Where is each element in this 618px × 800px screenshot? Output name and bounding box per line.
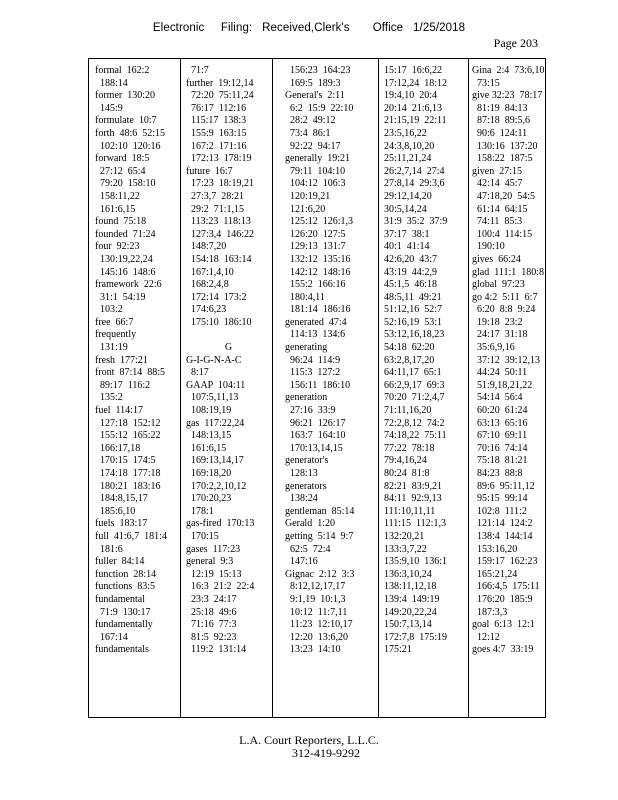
- index-entry: 61:14 64:15: [472, 203, 528, 215]
- index-entry: fuller 84:14: [95, 556, 145, 568]
- index-entry: 115:3 127:2: [285, 367, 341, 379]
- index-entry: 156:23 164:23: [285, 65, 351, 76]
- index-entry: 27:12 65:4: [95, 165, 146, 177]
- index-entry: 167:1,4,10: [186, 266, 234, 278]
- index-entry: 72:20 75:11,24: [186, 90, 254, 102]
- index-entry: fuel 114:17: [95, 405, 143, 417]
- index-column-4: [384, 65, 467, 713]
- index-entry: glad 111:1 180:8: [472, 266, 545, 278]
- index-entry: 96:24 114:9: [285, 354, 341, 366]
- index-column-5: [472, 65, 546, 713]
- index-entry: 75:18 81:21: [472, 455, 528, 467]
- index-entry: free 66:7: [95, 316, 134, 328]
- page-number: Page 203: [493, 36, 538, 50]
- index-entry: 138:11,12,18: [384, 581, 437, 593]
- index-entry: 128:13: [285, 468, 318, 479]
- index-entry: 76:17 112:16: [186, 102, 247, 114]
- index-entry: 81:19 84:13: [472, 102, 528, 114]
- index-entry: 155:2 166:16: [285, 279, 346, 291]
- index-entry: 70:20 71:2,4,7: [384, 392, 445, 404]
- footer: [0, 734, 618, 760]
- index-entry: frequently: [95, 329, 137, 341]
- index-entry: 21:15,19 22:11: [384, 115, 447, 127]
- index-entry: 42:14 45:7: [472, 178, 523, 190]
- index-entry: 25:18 49:6: [186, 606, 237, 618]
- index-entry: front 87:14 88:5: [95, 367, 165, 379]
- index-entry: 174:6,23: [186, 304, 227, 316]
- index-entry: 185:6,10: [95, 505, 136, 517]
- index-entry: 132:20,21: [384, 530, 425, 542]
- index-entry: gases 117:23: [186, 543, 241, 555]
- index-entry: global 97:23: [472, 279, 525, 291]
- reporter-phone: 312-419-9292: [292, 746, 360, 760]
- index-entry: G-I-G-N-A-C: [186, 354, 242, 366]
- index-entry: 148:13,15: [186, 430, 232, 442]
- index-entry: 111:10,11,11: [384, 505, 436, 517]
- index-entry: 138:24: [285, 493, 318, 505]
- index-entry: 15:17 16:6,22: [384, 65, 443, 76]
- index-entry: generation: [285, 392, 328, 404]
- index-entry: future 16:7: [186, 165, 233, 177]
- index-entry: 172:13 178:19: [186, 153, 252, 165]
- index-entry: 87:18 89:5,6: [472, 115, 531, 127]
- index-entry: 89:17 116:2: [95, 379, 151, 391]
- index-entry: 29:2 71:1,15: [186, 203, 245, 215]
- index-entry: gentleman 85:14: [285, 505, 355, 517]
- index-entry: 107:5,11,13: [186, 392, 239, 404]
- index-entry: generally 19:21: [285, 153, 350, 165]
- index-entry: generated 47:4: [285, 316, 347, 328]
- index-entry: 130:16 137:20: [472, 140, 538, 152]
- index-entry: forth 48:6 52:15: [95, 127, 165, 139]
- index-entry: 133:3,7,22: [384, 543, 427, 555]
- index-entry: 63:13 65:16: [472, 417, 528, 429]
- index-entry: 52:16,19 53:1: [384, 316, 443, 328]
- index-entry: 127:18 152:12: [95, 417, 161, 429]
- index-entry: founded 71:24: [95, 228, 156, 240]
- index-entry: 8:17: [186, 367, 209, 379]
- index-entry: 79:11 104:10: [285, 165, 346, 177]
- index-entry: 37:17 38:1: [384, 228, 430, 240]
- index-entry: 148:7,20: [186, 241, 227, 253]
- index-entry: generating: [285, 342, 328, 354]
- index-entry: 180:21 183:16: [95, 480, 161, 492]
- index-entry: 37:12 39:12,13: [472, 354, 541, 366]
- index-entry: 145:9: [95, 102, 123, 114]
- index-entry: 31:9 35:2 37:9: [384, 216, 448, 228]
- index-entry: 23:5,16,22: [384, 127, 427, 139]
- index-entry: 170:20,23: [186, 493, 232, 505]
- index-entry: 13:23 14:10: [285, 644, 341, 656]
- index-entry: 53:12,16,18,23: [384, 329, 445, 341]
- index-entry: 135:9,10 136:1: [384, 556, 448, 568]
- index-entry: 12:20 13:6,20: [285, 631, 349, 643]
- index-entry: 102:8 111:2: [472, 505, 527, 517]
- index-entry: 172:7,8 175:19: [384, 631, 448, 643]
- index-entry: 25:11,21,24: [384, 153, 432, 165]
- index-entry: 17:23 18:19,21: [186, 178, 255, 190]
- index-entry: 129:13 131:7: [285, 241, 346, 253]
- index-entry: 161:6,15: [186, 442, 227, 454]
- index-entry: 48:5,11 49:21: [384, 291, 442, 303]
- index-entry: 79:20 158:10: [95, 178, 156, 190]
- index-entry: formulate 10:7: [95, 115, 157, 127]
- index-entry: 20:14 21:6,13: [384, 102, 443, 114]
- index-entry: Gignac 2:12 3:3: [285, 568, 355, 580]
- index-entry: 28:2 49:12: [285, 115, 336, 127]
- index-entry: 115:17 138:3: [186, 115, 247, 127]
- index-entry: 155:9 163:15: [186, 127, 247, 139]
- index-entry: 127:3,4 146:22: [186, 228, 255, 240]
- index-entry: 184:8,15,17: [95, 493, 148, 505]
- index-column-1: [95, 65, 179, 713]
- index-entry: 161:6,15: [95, 203, 136, 215]
- blank-line: [186, 329, 271, 342]
- index-entry: 111:15 112:1,3: [384, 518, 446, 530]
- index-entry: give 32:23 78:17: [472, 90, 543, 102]
- index-entry: 54:14 56:4: [472, 392, 523, 404]
- index-entry: 71:16 77:3: [186, 619, 237, 631]
- index-entry: 131:19: [95, 342, 128, 354]
- index-entry: 113:23 118:13: [186, 216, 251, 228]
- index-entry: 19:18 23:2: [472, 316, 523, 328]
- index-entry: fundamentally: [95, 619, 153, 631]
- index-entry: 24:3,8,10,20: [384, 140, 435, 152]
- index-entry: further 19:12,14: [186, 77, 254, 89]
- index-entry: 154:18 163:14: [186, 253, 252, 265]
- index-entry: 29:12,14,20: [384, 190, 432, 202]
- index-entry: 92:22 94:17: [285, 140, 341, 152]
- index-entry: 77:22 78:18: [384, 442, 435, 454]
- index-entry: GAAP 104:11: [186, 379, 246, 391]
- index-entry: 149:20,22,24: [384, 606, 437, 618]
- index-entry: 167:2 171:16: [186, 140, 247, 152]
- index-entry: 119:2 131:14: [186, 644, 247, 656]
- index-entry: 67:10 69:11: [472, 430, 528, 442]
- column-divider: [272, 59, 273, 717]
- index-entry: 6:20 8:8 9:24: [472, 304, 536, 316]
- index-entry: 139:4 149:19: [384, 593, 440, 605]
- index-entry: 175:21: [384, 644, 412, 656]
- index-entry: 188:14: [95, 77, 128, 89]
- index-entry: 165:21,24: [472, 568, 518, 580]
- index-entry: 174:18 177:18: [95, 468, 161, 479]
- index-entry: 17:12,24 18:12: [384, 77, 448, 89]
- index-entry: fundamentals: [95, 644, 149, 656]
- index-entry: 135:2: [95, 392, 123, 404]
- index-entry: 187:3,3: [472, 606, 508, 618]
- index-entry: 166:4,5 175:11: [472, 581, 540, 593]
- index-entry: 80:24 81:8: [384, 468, 430, 479]
- index-entry: 153:16,20: [472, 543, 518, 555]
- index-entry: 108:19,19: [186, 405, 232, 417]
- index-entry: 12:19 15:13: [186, 568, 242, 580]
- index-entry: 31:1 54:19: [95, 291, 146, 303]
- index-column-3: [285, 65, 377, 713]
- index-entry: four 92:23: [95, 241, 140, 253]
- index-entry: 63:2,8,17,20: [384, 354, 435, 366]
- index-entry: 147:16: [285, 556, 318, 568]
- index-entry: 130:19,22,24: [95, 253, 153, 265]
- index-entry: former 130:20: [95, 90, 155, 102]
- index-entry: formal 162:2: [95, 65, 150, 76]
- index-entry: 125:12 126:1,3: [285, 216, 354, 228]
- index-column-2: [186, 65, 271, 713]
- index-entry: 82:21 83:9,21: [384, 480, 443, 492]
- index-entry: 180:4,11: [285, 291, 325, 303]
- index-entry: Gerald 1:20: [285, 518, 335, 530]
- index-entry: 181:14 186:16: [285, 304, 351, 316]
- index-entry: 51:9,18,21,22: [472, 379, 533, 391]
- index-entry: General's 2:11: [285, 90, 345, 102]
- index-entry: 62:5 72:4: [285, 543, 331, 555]
- index-entry: 90:6 124:11: [472, 127, 528, 139]
- index-entry: fuels 183:17: [95, 518, 148, 530]
- index-entry: 71:7: [186, 65, 209, 76]
- index-entry: fresh 177:21: [95, 354, 148, 366]
- index-entry: 181:6: [95, 543, 123, 555]
- index-entry: 175:10 186:10: [186, 316, 252, 328]
- index-entry: 114:13 134:6: [285, 329, 346, 341]
- index-entry: 66:2,9,17 69:3: [384, 379, 445, 391]
- index-entry: 12:12: [472, 631, 500, 643]
- index-entry: 158:22 187:5: [472, 153, 533, 165]
- index-entry: 44:24 50:11: [472, 367, 528, 379]
- index-entry: 10:12 11:7,11: [285, 606, 348, 618]
- index-entry: 27:16 33:9: [285, 405, 336, 417]
- index-entry: goes 4:7 33:19: [472, 644, 534, 656]
- index-entry: 71:9 130:17: [95, 606, 151, 618]
- index-entry: 45:1,5 46:18: [384, 279, 438, 291]
- index-entry: 60:20 61:24: [472, 405, 528, 417]
- index-entry: 136:3,10,24: [384, 568, 432, 580]
- index-entry: 74:18,22 75:11: [384, 430, 447, 442]
- index-entry: given 27:15: [472, 165, 522, 177]
- index-entry: 170:2,2,10,12: [186, 480, 247, 492]
- index-entry: 126:20 127:5: [285, 228, 346, 240]
- index-entry: 178:1: [186, 505, 214, 517]
- index-entry: 120:19,21: [285, 190, 331, 202]
- index-entry: 89:6 95:11,12: [472, 480, 535, 492]
- index-entry: found 75:18: [95, 216, 147, 228]
- column-divider: [378, 59, 379, 717]
- index-entry: 42:6,20 43:7: [384, 253, 438, 265]
- index-entry: 74:11 85:3: [472, 216, 523, 228]
- index-entry: 27:3,7 28:21: [186, 190, 245, 202]
- index-entry: 170:13,14,15: [285, 442, 343, 454]
- index-entry: 170:15 174:5: [95, 455, 156, 467]
- index-entry: 73:4 86:1: [285, 127, 331, 139]
- index-entry: 159:17 162:23: [472, 556, 538, 568]
- index-entry: 168:2,4,8: [186, 279, 229, 291]
- index-entry: 121:14 124:2: [472, 518, 533, 530]
- index-entry: 102:10 120:16: [95, 140, 161, 152]
- index-entry: Gina 2:4 73:6,10: [472, 65, 545, 76]
- index-entry: 43:19 44:2,9: [384, 266, 438, 278]
- index-entry: 150:7,13,14: [384, 619, 432, 631]
- index-entry: function 28:14: [95, 568, 157, 580]
- index-entry: 96:21 126:17: [285, 417, 346, 429]
- index-entry: 72:2,8,12 74:2: [384, 417, 445, 429]
- index-entry: 103:2: [95, 304, 123, 316]
- index-entry: 104:12 106:3: [285, 178, 346, 190]
- index-entry: 155:12 165:22: [95, 430, 161, 442]
- index-entry: 95:15 99:14: [472, 493, 528, 505]
- index-entry: 169:18,20: [186, 468, 232, 479]
- index-entry: 8:12,12,17,17: [285, 581, 346, 593]
- index-entry: 121:6,20: [285, 203, 326, 215]
- index-entry: 169:5 189:3: [285, 77, 341, 89]
- index-entry: gas 117:22,24: [186, 417, 245, 429]
- index-entry: 166:17,18: [95, 442, 141, 454]
- index-entry: goal 6:13 12:1: [472, 619, 535, 631]
- index-entry: forward 18:5: [95, 153, 150, 165]
- index-entry: 19:4,10 20:4: [384, 90, 438, 102]
- index-entry: 11:23 12:10,17: [285, 619, 353, 631]
- index-entry: 54:18 62:20: [384, 342, 435, 354]
- reporter-name: L.A. Court Reporters, L.L.C.: [239, 733, 379, 747]
- index-entry: generators: [285, 480, 327, 492]
- index-entry: 40:1 41:14: [384, 241, 430, 253]
- index-entry: go 4:2 5:11 6:7: [472, 291, 538, 303]
- index-entry: 51:12,16 52:7: [384, 304, 443, 316]
- index-entry: 169:13,14,17: [186, 455, 244, 467]
- index-entry: 35:6,9,16: [472, 342, 515, 354]
- index-entry: 167:14: [95, 631, 128, 643]
- index-entry: 84:23 88:8: [472, 468, 523, 479]
- column-divider: [468, 59, 469, 717]
- index-entry: 132:12 135:16: [285, 253, 351, 265]
- index-entry: 79:4,16,24: [384, 455, 427, 467]
- index-entry: 138:4 144:14: [472, 530, 533, 542]
- index-entry: 27:8,14 29:3,6: [384, 178, 445, 190]
- index-entry: 23:3 24:17: [186, 593, 237, 605]
- index-entry: 158:11,22: [95, 190, 140, 202]
- index-box: [88, 58, 546, 718]
- index-entry: 156:11 186:10: [285, 379, 351, 391]
- index-entry: 30:5,14,24: [384, 203, 427, 215]
- index-entry: 176:20 185:9: [472, 593, 533, 605]
- index-entry: getting 5:14 9:7: [285, 530, 354, 542]
- index-entry: 163:7 164:10: [285, 430, 346, 442]
- index-entry: gas-fired 170:13: [186, 518, 255, 530]
- index-entry: gives 66:24: [472, 253, 521, 265]
- index-entry: 64:11,17 65:1: [384, 367, 442, 379]
- index-entry: general 9:3: [186, 556, 234, 568]
- index-entry: 145:16 148:6: [95, 266, 156, 278]
- index-entry: full 41:6,7 181:4: [95, 530, 167, 542]
- column-divider: [180, 59, 181, 717]
- index-entry: 9:1,19 10:1,3: [285, 593, 346, 605]
- filing-header: Electronic Filing: Received,Clerk's Office 1/25/2018: [152, 22, 466, 34]
- index-entry: 47:18,20 54:5: [472, 190, 536, 202]
- index-entry: 24:17 31:18: [472, 329, 528, 341]
- index-entry: 84:11 92:9,13: [384, 493, 442, 505]
- index-entry: functions 83:5: [95, 581, 155, 593]
- section-letter: G: [224, 342, 233, 354]
- index-entry: 16:3 21:2 22:4: [186, 581, 255, 593]
- index-entry: 81:5 92:23: [186, 631, 237, 643]
- index-entry: 26:2,7,14 27:4: [384, 165, 445, 177]
- index-entry: 190:10: [472, 241, 505, 253]
- index-entry: generator's: [285, 455, 329, 467]
- index-entry: 100:4 114:15: [472, 228, 533, 240]
- index-entry: 170:15: [186, 530, 219, 542]
- index-entry: 70:16 74:14: [472, 442, 528, 454]
- index-entry: framework 22:6: [95, 279, 162, 291]
- index-entry: 71:11,16,20: [384, 405, 432, 417]
- index-entry: 73:15: [472, 77, 500, 89]
- index-entry: 172:14 173:2: [186, 291, 247, 303]
- index-entry: 142:12 148:16: [285, 266, 351, 278]
- index-entry: fundamental: [95, 593, 145, 605]
- index-entry: 6:2 15:9 22:10: [285, 102, 354, 114]
